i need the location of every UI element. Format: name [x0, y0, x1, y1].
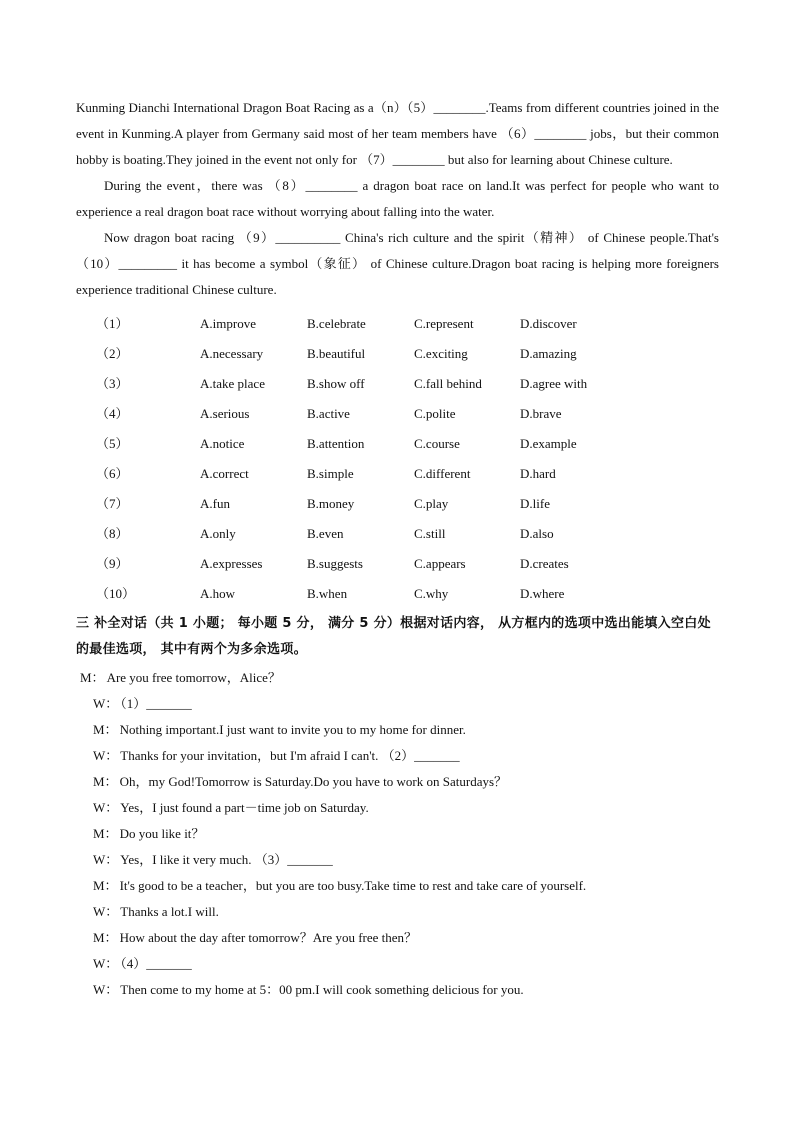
question-number: （3）: [96, 376, 129, 391]
speaker-label: W：: [93, 956, 119, 971]
option-d: D.brave: [520, 406, 562, 421]
option-row: [76, 519, 719, 549]
question-number: （9）: [96, 556, 129, 571]
option-d: D.hard: [520, 466, 556, 481]
question-number: （10）: [96, 586, 136, 601]
option-b: B.when: [307, 586, 348, 601]
speaker-label: W：: [93, 800, 119, 815]
dialog-text: Then come to my home at 5：00 pm.I will cook something delicious for you.: [120, 982, 524, 997]
option-b: B.attention: [307, 436, 365, 451]
option-b: B.simple: [307, 466, 354, 481]
dialog-text: Nothing important.I just want to invite you to my home for dinner.: [119, 722, 466, 737]
dialog-text: How about the day after tomorrow？Are you free then？: [119, 930, 418, 945]
question-number: （4）: [96, 406, 129, 421]
dialog-line: [76, 691, 719, 717]
speaker-label: W：: [93, 982, 119, 997]
dialog-text: Do you like it？: [119, 826, 205, 841]
option-row: [76, 579, 719, 609]
document-page: [76, 95, 719, 1003]
option-b: B.money: [307, 496, 355, 511]
dialog-line: [76, 899, 719, 925]
dialog-line: [76, 821, 719, 847]
dialog-line: [76, 977, 719, 1003]
dialog-text: Thanks for your invitation，but I'm afraid I can't. （2）_______: [120, 748, 460, 763]
question-number: （6）: [96, 466, 129, 481]
speaker-label: M：: [93, 774, 118, 789]
option-c: C.polite: [414, 406, 456, 421]
option-row: [76, 549, 719, 579]
option-d: D.example: [520, 436, 577, 451]
dialog-text: Thanks a lot.I will.: [120, 904, 219, 919]
dialog-line: [76, 717, 719, 743]
option-c: C.appears: [414, 556, 466, 571]
option-a: A.serious: [200, 406, 250, 421]
option-a: A.how: [200, 586, 236, 601]
option-a: A.improve: [200, 316, 256, 331]
dialog-text: （4）_______: [120, 956, 192, 971]
dialog-text: Yes，I like it very much. （3）_______: [120, 852, 333, 867]
option-d: D.discover: [520, 316, 577, 331]
speaker-label: M：: [93, 878, 118, 893]
passage-paragraph-2: During the event，there was （8）________ a dragon boat race on land.It was perfect for people who want to experience a real dragon boat race without worrying about falling into the water.: [76, 178, 719, 219]
speaker-label: M：: [80, 670, 105, 685]
option-c: C.fall behind: [414, 376, 482, 391]
speaker-label: W：: [93, 904, 119, 919]
question-number: （7）: [96, 496, 129, 511]
question-number: （8）: [96, 526, 129, 541]
option-row: [76, 309, 719, 339]
option-d: D.amazing: [520, 346, 577, 361]
option-d: D.life: [520, 496, 550, 511]
option-b: B.show off: [307, 376, 365, 391]
dialog-text: （1）_______: [120, 696, 192, 711]
option-a: A.only: [200, 526, 236, 541]
speaker-label: M：: [93, 930, 118, 945]
option-a: A.notice: [200, 436, 245, 451]
option-c: C.different: [414, 466, 471, 481]
option-b: B.suggests: [307, 556, 363, 571]
dialog-line: [76, 951, 719, 977]
dialog-line: [76, 847, 719, 873]
passage-paragraph-1: Kunming Dianchi International Dragon Boat Racing as a（n）（5）________.Teams from different countries joined in the event in Kunming.A player from Germany said most of her team members have （6）________ jobs，but their common hobby is boating.They joined in the event not only for （7）________ but also for learning about Chinese culture.: [76, 100, 719, 167]
option-b: B.even: [307, 526, 344, 541]
dialog-line: [76, 795, 719, 821]
dialog-text: Are you free tomorrow，Alice？: [106, 670, 281, 685]
option-a: A.take place: [200, 376, 265, 391]
option-a: A.fun: [200, 496, 230, 511]
option-a: A.correct: [200, 466, 249, 481]
option-b: B.celebrate: [307, 316, 366, 331]
option-row: [76, 429, 719, 459]
option-row: [76, 399, 719, 429]
option-a: A.necessary: [200, 346, 264, 361]
option-row: [76, 489, 719, 519]
option-row: [76, 459, 719, 489]
dialog-line: [76, 743, 719, 769]
question-number: （1）: [96, 316, 129, 331]
dialog-line: [76, 769, 719, 795]
option-c: C.play: [414, 496, 449, 511]
dialog: [76, 665, 719, 1003]
speaker-label: W：: [93, 696, 119, 711]
option-row: [76, 369, 719, 399]
question-number: （5）: [96, 436, 129, 451]
option-row: [76, 339, 719, 369]
dialog-text: It's good to be a teacher，but you are too busy.Take time to rest and take care of yourself.: [119, 878, 587, 893]
option-c: C.still: [414, 526, 446, 541]
option-b: B.beautiful: [307, 346, 366, 361]
dialog-text: Oh，my God!Tomorrow is Saturday.Do you have to work on Saturdays？: [119, 774, 508, 789]
option-c: C.represent: [414, 316, 474, 331]
option-c: C.why: [414, 586, 449, 601]
options-list: [76, 309, 719, 609]
dialog-text: Yes，I just found a part－time job on Saturday.: [120, 800, 369, 815]
dialog-line: [76, 665, 719, 691]
speaker-label: W：: [93, 852, 119, 867]
option-d: D.creates: [520, 556, 569, 571]
section-3-heading: 三 补全对话（共 1 小题； 每小题 5 分， 满分 5 分）根据对话内容， 从方框内的选项中选出能填入空白处的最佳选项， 其中有两个为多余选项。: [76, 616, 711, 657]
speaker-label: M：: [93, 826, 118, 841]
question-number: （2）: [96, 346, 129, 361]
speaker-label: M：: [93, 722, 118, 737]
dialog-line: [76, 925, 719, 951]
speaker-label: W：: [93, 748, 119, 763]
option-d: D.agree with: [520, 376, 588, 391]
option-c: C.course: [414, 436, 460, 451]
dialog-line: [76, 873, 719, 899]
passage-paragraph-3: Now dragon boat racing （9）__________ China's rich culture and the spirit（精神） of Chinese people.That's （10）_________ it has become a symbol（象征） of Chinese culture.Dragon boat racing is helping more foreigners experience traditional Chinese culture.: [76, 230, 719, 297]
option-d: D.also: [520, 526, 554, 541]
option-b: B.active: [307, 406, 350, 421]
option-a: A.expresses: [200, 556, 263, 571]
option-d: D.where: [520, 586, 565, 601]
option-c: C.exciting: [414, 346, 468, 361]
